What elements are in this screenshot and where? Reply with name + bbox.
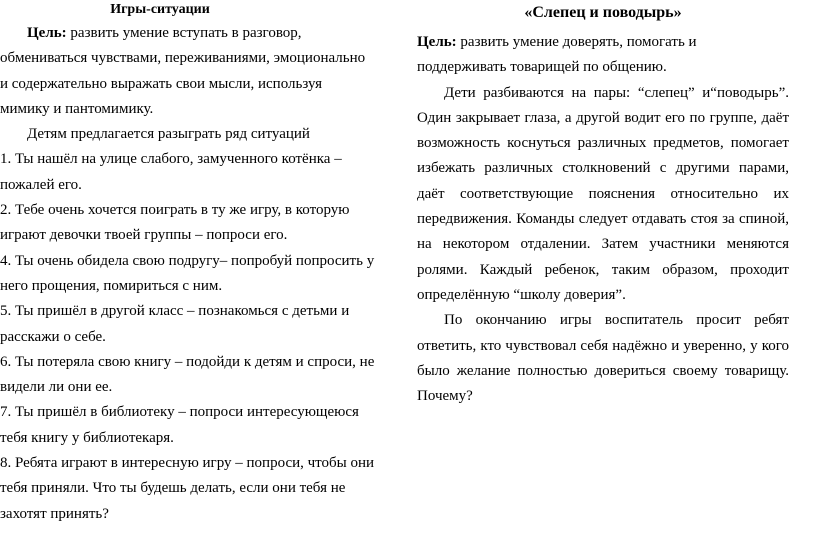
right-goal-label: Цель: [417, 34, 457, 50]
right-title: «Слепец и поводырь» [524, 4, 682, 21]
left-intro: Детям предлагается разыграть ряд ситуаций [27, 126, 310, 143]
right-paragraph-2: По окончанию игры воспитатель просит ребят ответить, кто чувствовал себя надёжно и уверенно, у кого было желание полностью довериться своему товарищу. Почему? [417, 312, 789, 405]
list-item: 1. Ты нашёл на улице слабого, замученного котёнка – пожалей его. [0, 151, 342, 193]
left-title: Игры-ситуации [110, 2, 210, 17]
list-item: 4. Ты очень обидела свою подругу– попробуй попросить у него прощения, помириться с ним. [0, 252, 375, 294]
right-paragraph-1: Дети разбиваются на пары: “слепец” и“поводырь”. Один закрывает глаза, а другой водит его по группе, даёт возможность коснуться различных предметов, помогает избежать различных столкновений с другими парами, даёт соответствующие пояснения относительно их передвижения. Команды следует отдавать стоя за спиной, на некотором отдалении. Затем участники меняются ролями. Каждый ребенок, таким образом, проходит определённую “школу доверия”. [417, 84, 789, 303]
left-column [0, 0, 375, 527]
right-goal-text: развить умение доверять, помогать и поддерживать товарищей по общению. [417, 34, 697, 76]
left-goal-text: развить умение вступать в разговор, обмениваться чувствами, переживаниями, эмоционально и содержательно выражать свои мысли, используя мимику и пантомимику. [0, 25, 366, 117]
right-goal [417, 30, 789, 81]
list-item: 2. Тебе очень хочется поиграть в ту же игру, в которую играют девочки твоей группы – попроси его. [0, 202, 350, 244]
list-item: 7. Ты пришёл в библиотеку – попроси интересующеюся тебя книгу у библиотекаря. [0, 404, 359, 446]
left-goal [0, 21, 375, 122]
left-goal-label: Цель: [27, 25, 67, 41]
list-item: 8. Ребята играют в интересную игру – попроси, чтобы они тебя приняли. Что ты будешь делать, если они тебя не захотят принять? [0, 455, 375, 522]
list-item: 6. Ты потеряла свою книгу – подойди к детям и спроси, не видели ли они ее. [0, 353, 375, 396]
list-item: 5. Ты пришёл в другой класс – познакомься с детьми и расскажи о себе. [0, 303, 350, 345]
right-column [417, 0, 789, 409]
